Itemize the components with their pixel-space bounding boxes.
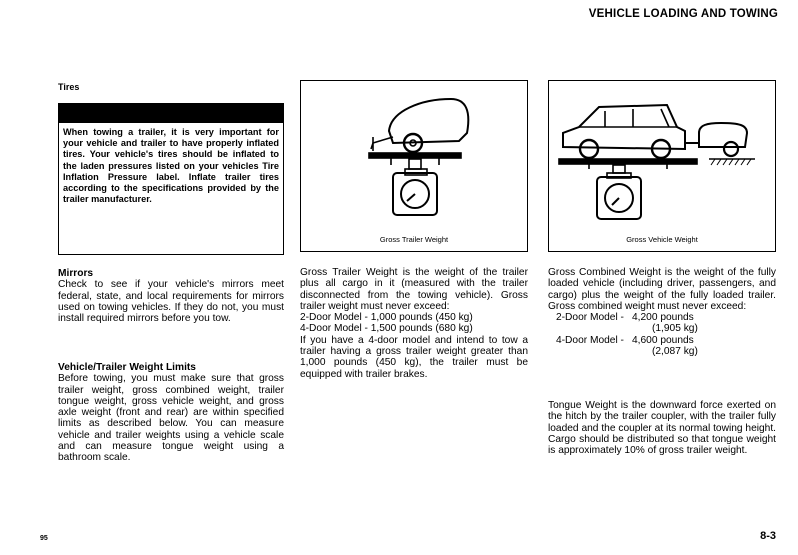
gross-combined-2door-row xyxy=(548,312,776,323)
tongue-weight-text: Tongue Weight is the downward force exerted on the hitch by the trailer coupler, with the trailer fully loaded and the coupler at its normal towing height. Cargo should be distributed so that tongue weight is approximately 10% of gross trailer weight. xyxy=(548,400,776,457)
mirrors-heading: Mirrors xyxy=(58,268,94,279)
weight-limits-section xyxy=(58,362,284,464)
tires-warning-text: When towing a trailer, it is very important for your vehicle and trailer to have properly inflated tires. Your vehicle's tires should be inflated to the laden pressures listed on your vehicles Tire Inflation Pressure label. Inflate trailer tires according to the specifications provided by the trailer manufacturer. xyxy=(63,127,279,205)
gross-trailer-outro: If you have a 4-door model and intend to tow a trailer having a gross trailer weight greater than 1,000 pounds (450 kg), the trailer must be equipped with trailer brakes. xyxy=(300,334,528,380)
gross-trailer-intro: Gross Trailer Weight is the weight of the trailer plus all cargo in it (measured with the trailer disconnected from the towing vehicle). Gross trailer weight must never exceed: xyxy=(300,267,528,312)
gross-combined-2door-label: 2-Door Model - xyxy=(556,312,624,324)
gross-combined-intro: Gross Combined Weight is the weight of the fully loaded vehicle (including driver, passengers, and cargo) plus the weight of the fully loaded trailer. Gross combined weight must never exceed: xyxy=(548,267,776,312)
gross-combined-4door-row xyxy=(548,335,776,346)
trailer-on-scale-illustration xyxy=(301,81,527,231)
mirrors-section xyxy=(58,268,284,324)
gross-combined-4door-lbs: 4,600 pounds xyxy=(632,334,694,346)
page-number: 8-3 xyxy=(760,530,776,542)
mirrors-text: Check to see if your vehicle's mirrors meet federal, state, and local requirements for mirrors used on towing vehicles. If they do not, you must install required mirrors before you tow. xyxy=(58,279,284,325)
trailer-weight-figure xyxy=(300,80,528,252)
trailer-figure-caption: Gross Trailer Weight xyxy=(379,235,449,244)
gross-combined-4door-label: 4-Door Model - xyxy=(556,334,624,346)
vehicle-on-scale-illustration xyxy=(549,81,775,231)
warning-bar xyxy=(58,103,284,123)
footer-code: 95 xyxy=(40,535,48,542)
gross-combined-2door-lbs: 4,200 pounds xyxy=(632,312,694,324)
section-title: VEHICLE LOADING AND TOWING xyxy=(588,8,778,20)
vehicle-figure-caption: Gross Vehicle Weight xyxy=(626,235,698,244)
weight-limits-text: Before towing, you must make sure that gross trailer weight, gross combined weight, trailer tongue weight, gross vehicle weight, and gross axle weight (front and rear) are within specified limits as described below. You can measure vehicle and trailer weights using a vehicle scale and can measure tongue weight using a bathroom scale. xyxy=(58,373,284,464)
tires-heading: Tires xyxy=(58,82,80,92)
gross-combined-section xyxy=(548,267,776,357)
gross-trailer-section xyxy=(300,267,528,380)
gross-combined-2door-kg: (1,905 kg) xyxy=(652,323,698,335)
vehicle-weight-figure xyxy=(548,80,776,252)
gross-trailer-line-4door: 4-Door Model - 1,500 pounds (680 kg) xyxy=(300,323,473,335)
weight-limits-heading: Vehicle/Trailer Weight Limits xyxy=(58,362,196,373)
gross-combined-4door-kg: (2,087 kg) xyxy=(652,346,698,358)
gross-trailer-line-2door: 2-Door Model - 1,000 pounds (450 kg) xyxy=(300,312,473,324)
